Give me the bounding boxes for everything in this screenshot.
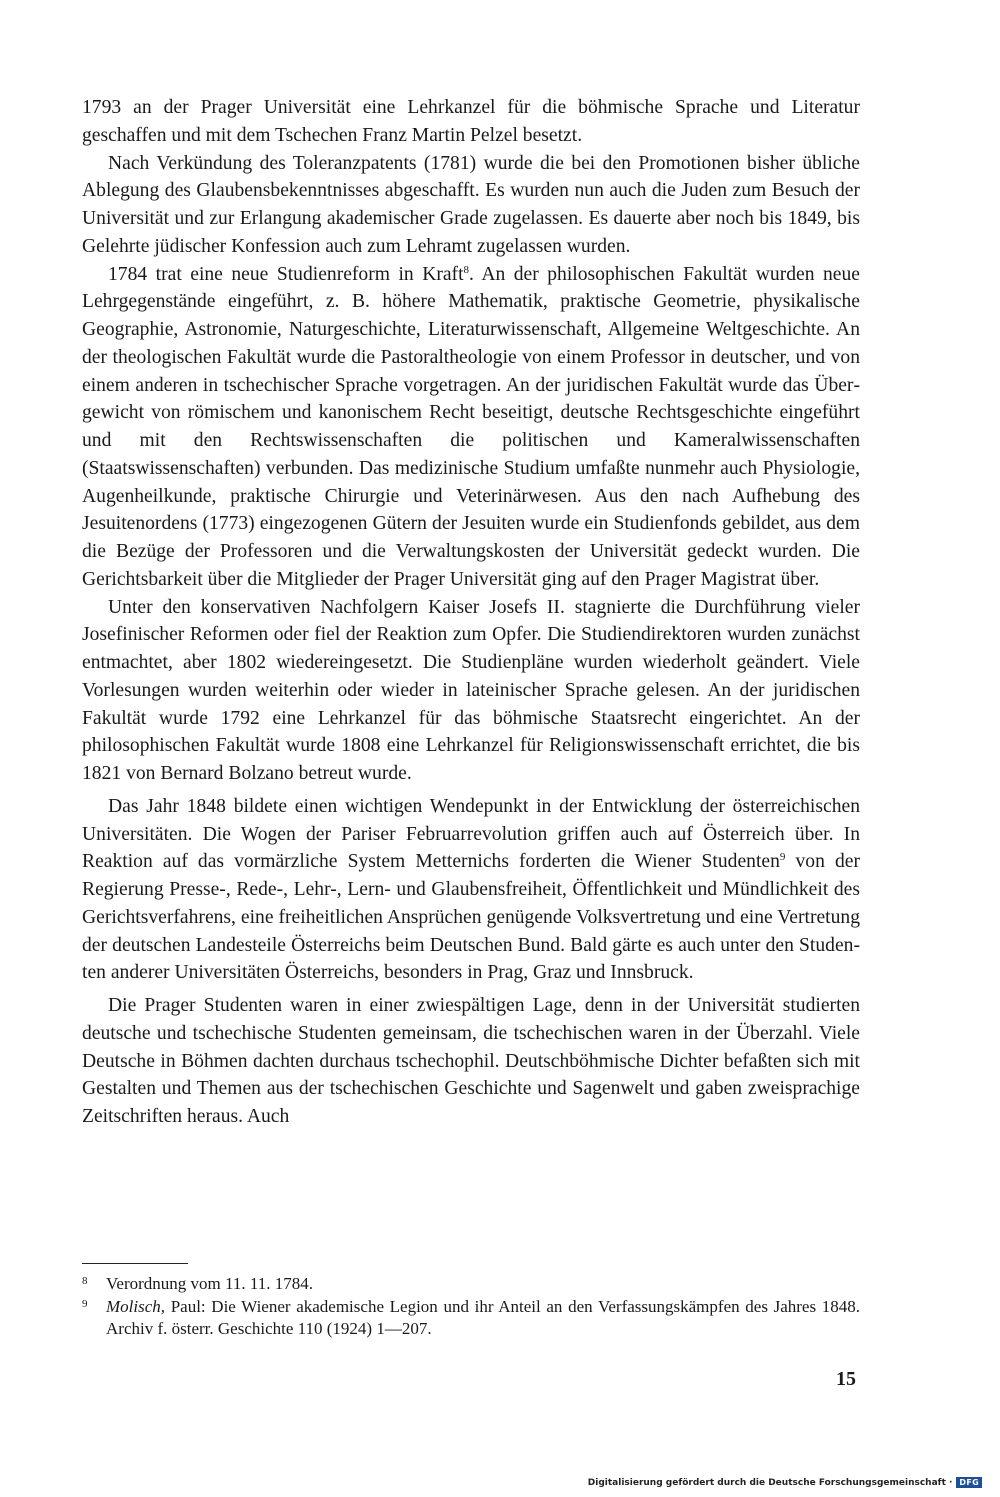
paragraph-1: 1793 an der Prager Universität eine Lehrkanzel für die böhmische Sprache und Literatur geschaffen und mit dem Tschechen Franz Martin Pelzel besetzt. — [82, 97, 860, 146]
paragraph-3-text-start: 1784 trat eine neue Studienreform in Kraft — [108, 263, 464, 285]
paragraph-6: Die Prager Studenten waren in einer zwiespältigen Lage, denn in der Universität studierten deutsche und tschechische Studenten gemeinsam, die tschechischen waren in der Überzahl. Viele Deutsche in Böhmen dachten durchaus tschechophil. Deutschböhmische Dichter befaßten sich mit Gestalten und Themen aus der tschechischen Geschichte und Sagenwelt und gaben zweisprachige Zeitschriften heraus. Auch — [82, 995, 860, 1127]
footnote-text — [106, 1296, 860, 1341]
credit-text: Digitalisierung gefördert durch die Deutsche Forschungsgemeinschaft · — [587, 1477, 953, 1488]
footnote-9 — [82, 1296, 860, 1341]
paragraph-5-text-start: Das Jahr 1848 bildete einen wichtigen Wendepunkt in der Entwicklung der österreichischen Universitäten. Die Wogen der Pariser Februarrevolution griffen auch auf Österreich über. In Reaktion auf das vormärzliche System Metternichs forderten die Wiener Studenten — [82, 795, 860, 873]
body-text — [82, 94, 860, 1131]
paragraph-2: Nach Verkündung des Toleranzpatents (1781) wurde die bei den Promotionen bisher übliche Ablegung des Glaubensbekenntnisses abgeschafft. Es wurden nun auch die Juden zum Besuch der Universität und zur Erlangung akademischer Grade zugelassen. Es dauerte aber noch bis 1849, bis Gelehrte jüdischer Konfession auch zum Lehramt zugelassen wurden. — [82, 152, 860, 257]
footnote-number: 9 — [82, 1297, 88, 1310]
footnote-number: 8 — [82, 1275, 88, 1287]
footnote-divider — [82, 1263, 188, 1264]
footnote-ref-9[interactable]: 9 — [779, 851, 786, 864]
dfg-logo: DFG — [956, 1477, 982, 1488]
paragraph-4: Unter den konservativen Nachfolgern Kaiser Josefs II. stagnierte die Durchführung vieler Josefinischer Reformen oder fiel der Reaktion zum Opfer. Die Studiendirektoren wurden zunächst entmachtet, aber 1802 wiedereingesetzt. Die Studienpläne wurden wiederholt geändert. Viele Vorlesungen wurden weiterhin oder wieder in lateinischer Sprache gelesen. An der juridischen Fakultät wurde 1792 eine Lehrkanzel für das böhmische Staatsrecht eingerichtet. An der philosophischen Fakultät wurde 1808 eine Lehrkanzel für Religionswissenschaft errichtet, die bis 1821 von Bernard Bolzano betreut wurde. — [82, 596, 860, 784]
footnote-citation: Paul: Die Wiener akademische Legion und ihr Anteil an den Verfassungskämpfen des Jahres 1848. Archiv f. österr. Geschichte 110 (1924) 1—207. — [106, 1296, 860, 1338]
footnotes — [82, 1273, 860, 1341]
paragraph-5 — [82, 793, 860, 987]
footnote-citation: Verordnung vom 11. 11. 1784. — [106, 1274, 313, 1293]
footnote-author: Molisch, — [106, 1296, 166, 1316]
paragraph-5-text-end: von der Regierung Presse-, Rede-, Lehr-, Lern- und Glaubensfreiheit, Öffentlichkeit und Mündlichkeit des Gerichtsverfahrens, eine freiheitlichen Ansprüchen genügende Volksvertretung und eine Vertretung der deutschen Landesteile Österreichs beim Deutschen Bund. Bald gärte es auch unter den Studenten anderer Universitäten Österreichs, besonders in Prag, Graz und Innsbruck. — [82, 851, 860, 984]
paragraph-3-text-end: . An der philosophischen Fakultät wurden neue Lehrgegenstände eingeführt, z. B. höhere Mathematik, praktische Geometrie, physikalische Geographie, Astronomie, Naturgeschichte, Literaturwissenschaft, Allgemeine Weltgeschichte. An der theologischen Fakultät wurde die Pastoraltheologie von einem Professor in deutscher, und von einem anderen in tschechischer Sprache vorgetragen. An der juridischen Fakultät wurde das Übergewicht von römischem und kanonischem Recht beseitigt, deutsche Rechtsgeschichte eingeführt und mit den Rechtswissenschaften die politischen und Kameralwissenschaften (Staatswissenschaften) verbunden. Das medizinische Studium umfaßte nunmehr auch Physiologie, Augenheilkunde, praktische Chirurgie und Veterinärwesen. Aus den nach Aufhebung des Jesuitenordens (1773) eingezogenen Gütern der Jesuiten wurde ein Studienfonds gebildet, aus dem die Bezüge der Professoren und die Verwaltungskosten der Universität gedeckt wurden. Die Gerichtsbarkeit über die Mitglieder der Prager Universität ging auf den Prager Magistrat über. — [82, 263, 860, 590]
footnote-8 — [82, 1273, 860, 1296]
footnote-ref-8[interactable]: 8 — [463, 263, 470, 276]
page-number: 15 — [836, 1368, 856, 1390]
footnote-text — [106, 1273, 860, 1296]
paragraph-3 — [82, 261, 860, 594]
digitization-credit — [588, 1477, 982, 1488]
